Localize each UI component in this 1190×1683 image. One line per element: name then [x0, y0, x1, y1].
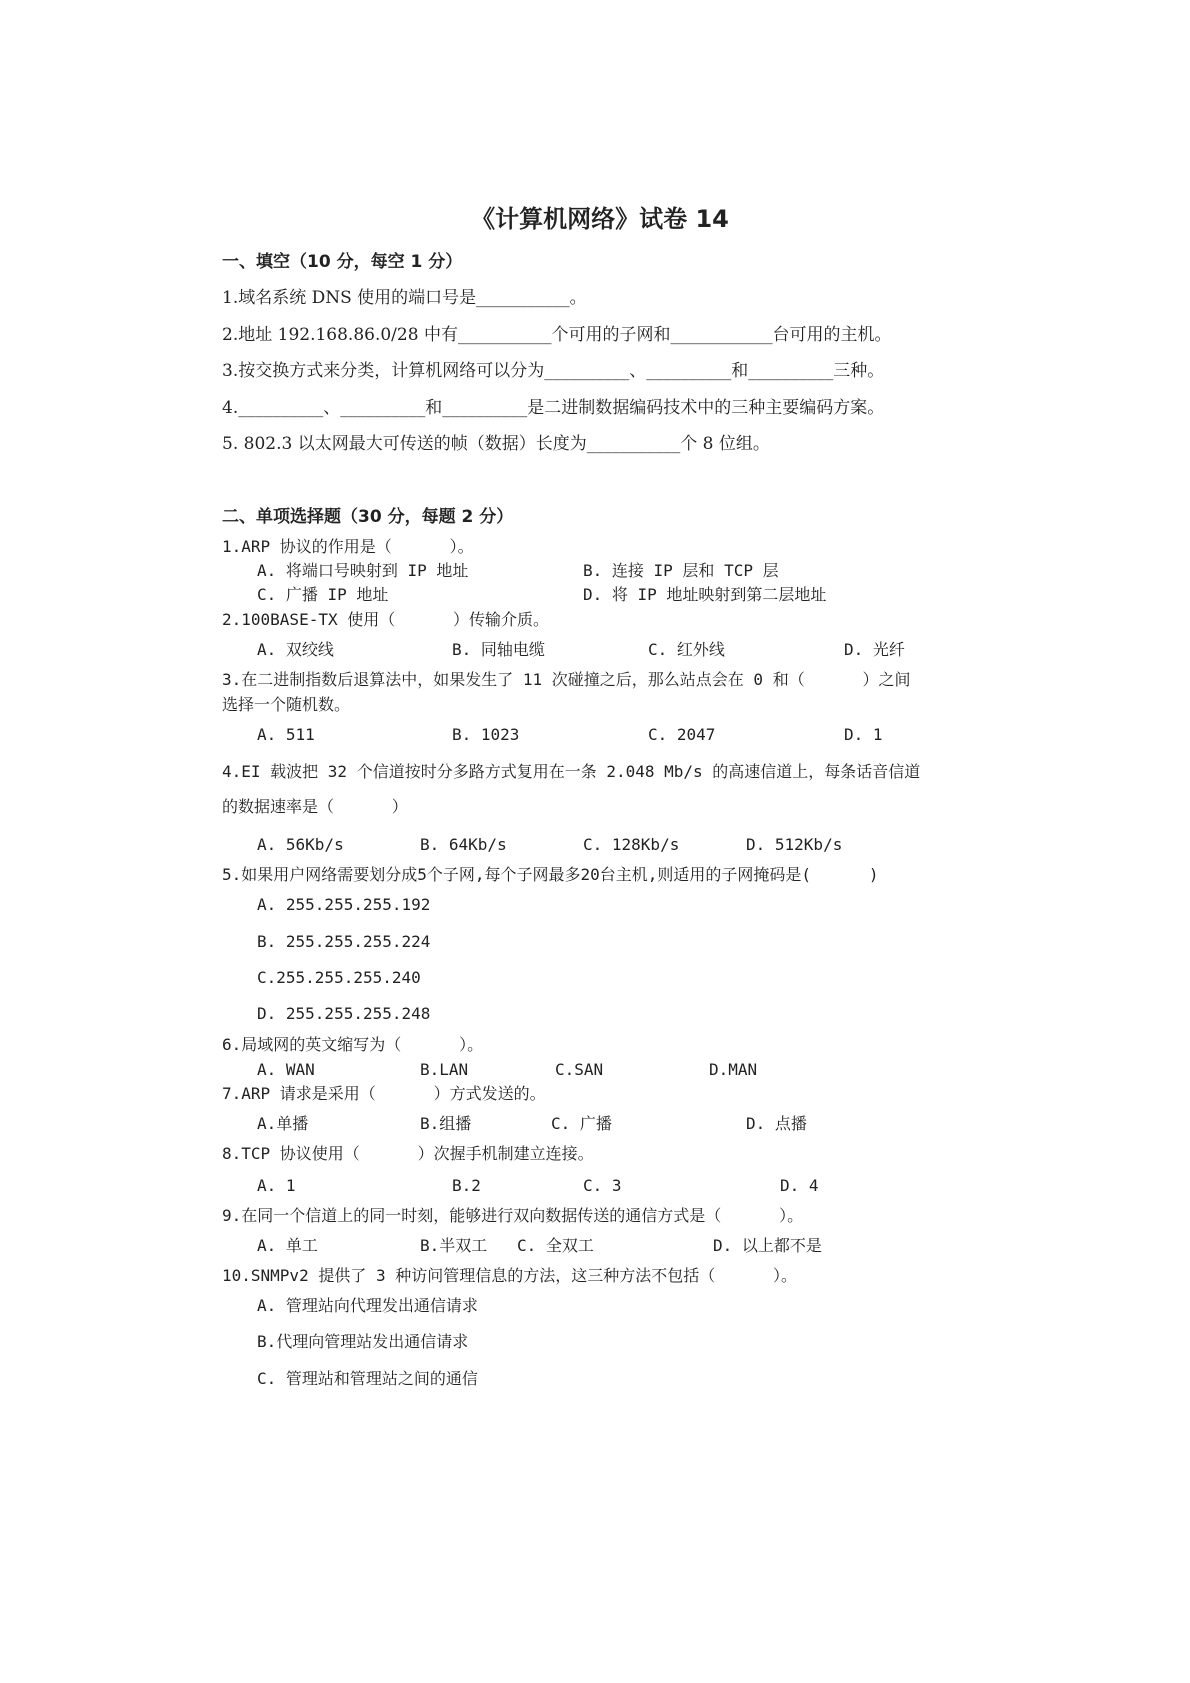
answer-option: C. 广播: [551, 1114, 612, 1133]
fill-blank-question: 1.域名系统 DNS 使用的端口号是___________。: [222, 288, 587, 308]
question-stem: 8.TCP 协议使用（ ）次握手机制建立连接。: [222, 1144, 594, 1163]
answer-option: D. 将 IP 地址映射到第二层地址: [583, 585, 827, 604]
fill-blank-question: 3.按交换方式来分类，计算机网络可以分为__________、__________和__________三种。: [222, 361, 885, 381]
section-heading: 二、单项选择题（30 分，每题 2 分）: [222, 507, 514, 527]
question-stem: 10.SNMPv2 提供了 3 种访问管理信息的方法，这三种方法不包括（ ）。: [222, 1266, 798, 1285]
question-stem: 7.ARP 请求是采用（ ）方式发送的。: [222, 1084, 546, 1103]
question-stem: 3.在二进制指数后退算法中，如果发生了 11 次碰撞之后，那么站点会在 0 和（ ）之间: [222, 670, 911, 689]
exam-title: 《计算机网络》试卷 14: [471, 205, 729, 233]
answer-option: D. 4: [780, 1176, 819, 1195]
answer-option: C. 128Kb/s: [583, 835, 680, 854]
answer-option: B.组播: [420, 1114, 472, 1133]
answer-option: D. 512Kb/s: [746, 835, 843, 854]
fill-blank-question: 4.__________、__________和__________是二进制数据编码技术中的三种主要编码方案。: [222, 398, 885, 418]
answer-option: A. 1: [257, 1176, 296, 1195]
question-stem: 9.在同一个信道上的同一时刻，能够进行双向数据传送的通信方式是（ ）。: [222, 1206, 804, 1225]
question-stem: 1.ARP 协议的作用是（ ）。: [222, 537, 474, 556]
answer-option: C. 2047: [648, 725, 716, 744]
answer-option: A. 将端口号映射到 IP 地址: [257, 561, 469, 580]
answer-option: D.MAN: [709, 1060, 758, 1079]
answer-option: D. 255.255.255.248: [257, 1004, 431, 1023]
fill-blank-question: 2.地址 192.168.86.0/28 中有___________个可用的子网和____________台可用的主机。: [222, 325, 892, 345]
fill-blank-question: 5. 802.3 以太网最大可传送的帧（数据）长度为___________个 8 位组。: [222, 434, 770, 454]
answer-option: C. 红外线: [648, 640, 725, 659]
question-stem: 选择一个随机数。: [222, 695, 351, 714]
answer-option: D. 点播: [746, 1114, 807, 1133]
answer-option: C.255.255.255.240: [257, 968, 421, 987]
answer-option: B. 连接 IP 层和 TCP 层: [583, 561, 779, 580]
answer-option: C. 广播 IP 地址: [257, 585, 389, 604]
question-stem: 4.EI 载波把 32 个信道按时分多路方式复用在一条 2.048 Mb/s 的高速信道上，每条话音信道: [222, 762, 921, 781]
answer-option: B. 255.255.255.224: [257, 932, 431, 951]
answer-option: C. 全双工: [517, 1236, 594, 1255]
answer-option: C. 管理站和管理站之间的通信: [257, 1369, 478, 1388]
answer-option: A. 255.255.255.192: [257, 895, 431, 914]
answer-option: D. 光纤: [844, 640, 905, 659]
answer-option: A. WAN: [257, 1060, 315, 1079]
question-stem: 5.如果用户网络需要划分成5个子网,每个子网最多20台主机,则适用的子网掩码是( ): [222, 865, 879, 884]
question-stem: 6.局域网的英文缩写为（ ）。: [222, 1035, 484, 1054]
question-stem: 2.100BASE-TX 使用（ ）传输介质。: [222, 610, 550, 629]
answer-option: C. 3: [583, 1176, 622, 1195]
answer-option: A. 双绞线: [257, 640, 334, 659]
answer-option: B. 1023: [452, 725, 520, 744]
answer-option: B.半双工: [420, 1236, 488, 1255]
section-heading: 一、填空（10 分，每空 1 分）: [222, 252, 463, 272]
answer-option: A. 单工: [257, 1236, 318, 1255]
answer-option: B.LAN: [420, 1060, 469, 1079]
answer-option: B. 同轴电缆: [452, 640, 545, 659]
answer-option: D. 以上都不是: [713, 1236, 822, 1255]
answer-option: B. 64Kb/s: [420, 835, 507, 854]
answer-option: D. 1: [844, 725, 883, 744]
answer-option: A. 56Kb/s: [257, 835, 344, 854]
answer-option: A. 511: [257, 725, 315, 744]
answer-option: B.2: [452, 1176, 481, 1195]
answer-option: C.SAN: [555, 1060, 604, 1079]
answer-option: B.代理向管理站发出通信请求: [257, 1332, 469, 1351]
answer-option: A. 管理站向代理发出通信请求: [257, 1296, 478, 1315]
answer-option: A.单播: [257, 1114, 309, 1133]
question-stem: 的数据速率是（ ）: [222, 797, 408, 816]
